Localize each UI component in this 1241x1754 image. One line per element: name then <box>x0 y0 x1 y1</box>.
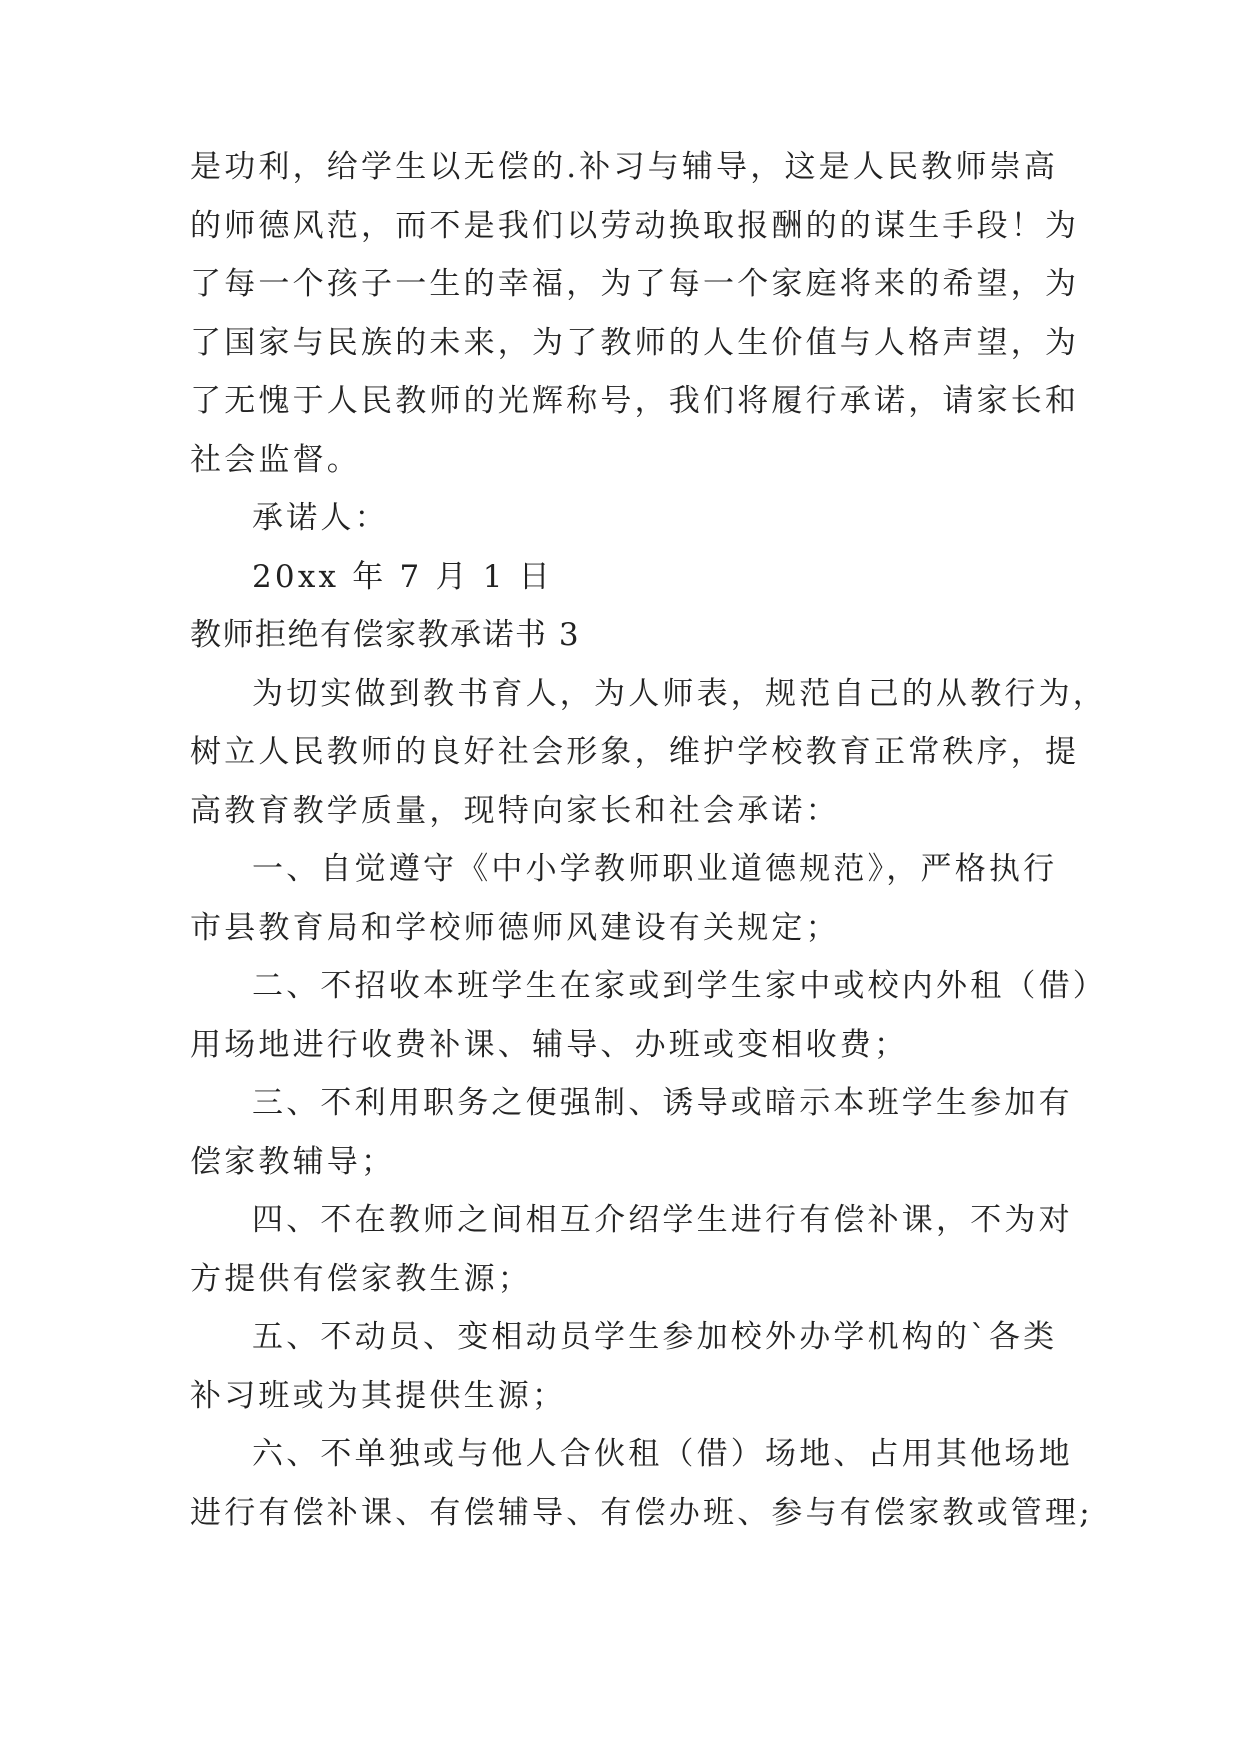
pledge-item-line: 一、自觉遵守《中小学教师职业道德规范》，严格执行 <box>252 851 1058 887</box>
signatory-label: 承诺人： <box>252 500 389 536</box>
section-heading: 教师拒绝有偿家教承诺书 3 <box>190 617 581 653</box>
paragraph-line: 是功利，给学生以无偿的.补习与辅导，这是人民教师崇高 <box>190 149 1059 185</box>
pledge-item-line: 补习班或为其提供生源； <box>190 1377 567 1414</box>
pledge-item-line: 五、不动员、变相动员学生参加校外办学机构的`各类 <box>252 1319 1058 1355</box>
paragraph-line: 高教育教学质量，现特向家长和社会承诺： <box>190 792 840 829</box>
paragraph-line: 了无愧于人民教师的光辉称号，我们将履行承诺，请家长和 <box>190 383 1080 419</box>
date-line: 20xx 年 7 月 1 日 <box>252 558 553 595</box>
pledge-item-line: 三、不利用职务之便强制、诱导或暗示本班学生参加有 <box>252 1085 1073 1121</box>
pledge-item-line: 偿家教辅导； <box>190 1143 396 1180</box>
pledge-item-line: 用场地进行收费补课、辅导、办班或变相收费； <box>190 1026 909 1063</box>
paragraph-line: 了每一个孩子一生的幸福，为了每一个家庭将来的希望，为 <box>190 266 1080 302</box>
paragraph-line: 树立人民教师的良好社会形象，维护学校教育正常秩序，提 <box>190 734 1080 770</box>
paragraph-line: 社会监督。 <box>190 441 361 478</box>
pledge-item-line: 方提供有偿家教生源； <box>190 1260 532 1297</box>
pledge-item-line: 二、不招收本班学生在家或到学生家中或校内外租（借） <box>252 968 1107 1004</box>
pledge-item-line: 四、不在教师之间相互介绍学生进行有偿补课，不为对 <box>252 1202 1073 1238</box>
document-body <box>190 138 1107 1542</box>
pledge-item-line: 市县教育局和学校师德师风建设有关规定； <box>190 909 840 946</box>
pledge-item-line: 进行有偿补课、有偿辅导、有偿办班、参与有偿家教或管理; <box>190 1494 1093 1531</box>
pledge-item-line: 六、不单独或与他人合伙租（借）场地、占用其他场地 <box>252 1436 1073 1472</box>
paragraph-line: 了国家与民族的未来，为了教师的人生价值与人格声望，为 <box>190 324 1080 361</box>
paragraph-line: 为切实做到教书育人，为人师表，规范自己的从教行为， <box>252 675 1107 712</box>
paragraph-line: 的师德风范，而不是我们以劳动换取报酬的的谋生手段！为 <box>190 207 1080 244</box>
